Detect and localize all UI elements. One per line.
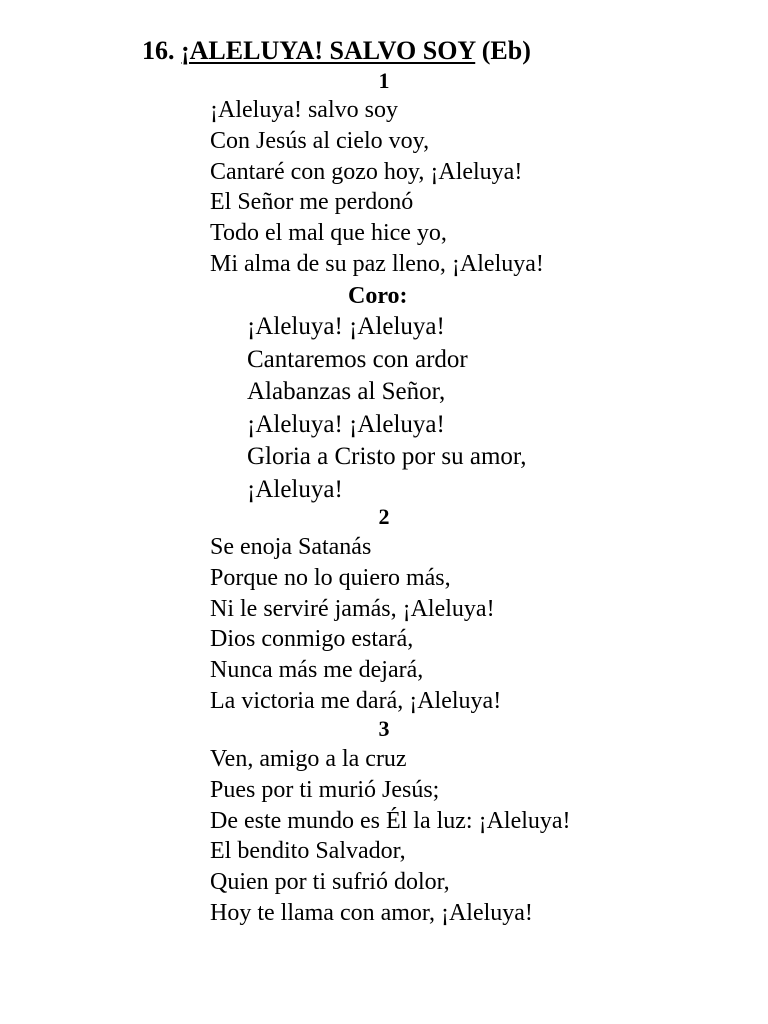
verse-line: Todo el mal que hice yo,	[210, 220, 447, 247]
chorus-line: Alabanzas al Señor,	[247, 378, 446, 405]
verse-line: Ni le serviré jamás, ¡Aleluya!	[210, 595, 495, 622]
verse-line: Se enoja Satanás	[210, 534, 372, 560]
chorus-label: Coro:	[348, 283, 408, 309]
verse-line: De este mundo es Él la luz: ¡Aleluya!	[210, 807, 571, 834]
verse-line: Porque no lo quiero más,	[210, 564, 451, 591]
verse-line: Hoy te llama con amor, ¡Aleluya!	[210, 899, 533, 926]
verse-line: Pues por ti murió Jesús;	[210, 776, 440, 803]
stanza-1	[210, 95, 544, 280]
verse-line: ¡Aleluya! salvo soy	[210, 97, 398, 123]
chorus-line: ¡Aleluya! ¡Aleluya!	[247, 313, 445, 340]
chorus-line: Gloria a Cristo por su amor,	[247, 443, 527, 470]
verse-line: El Señor me perdonó	[210, 189, 414, 216]
stanza-3	[210, 744, 571, 929]
chorus-line: ¡Aleluya! ¡Aleluya!	[247, 410, 445, 438]
stanza-1-number: 1	[378, 68, 390, 93]
verse-line: La victoria me dará, ¡Aleluya!	[210, 687, 502, 714]
verse-line: Cantaré con gozo hoy, ¡Aleluya!	[210, 158, 523, 185]
hymn-key: (Eb)	[481, 36, 531, 65]
stanza-2	[210, 532, 501, 717]
verse-line: Ven, amigo a la cruz	[210, 746, 407, 772]
chorus	[247, 311, 527, 506]
verse-line: Con Jesús al cielo voy,	[210, 127, 430, 154]
hymn-title	[142, 34, 531, 68]
chorus-line: ¡Aleluya!	[247, 475, 343, 503]
verse-line: Mi alma de su paz lleno, ¡Aleluya!	[210, 250, 544, 277]
chorus-line: Cantaremos con ardor	[247, 345, 468, 373]
verse-line: El bendito Salvador,	[210, 838, 406, 865]
verse-line: Quien por ti sufrió dolor,	[210, 869, 450, 896]
stanza-3-number: 3	[378, 716, 390, 741]
verse-line: Nunca más me dejará,	[210, 657, 424, 684]
hymn-name: ¡ALELUYA! SALVO SOY	[181, 36, 476, 65]
hymn-number: 16.	[142, 36, 175, 65]
verse-line: Dios conmigo estará,	[210, 626, 414, 653]
stanza-2-number: 2	[378, 504, 390, 529]
